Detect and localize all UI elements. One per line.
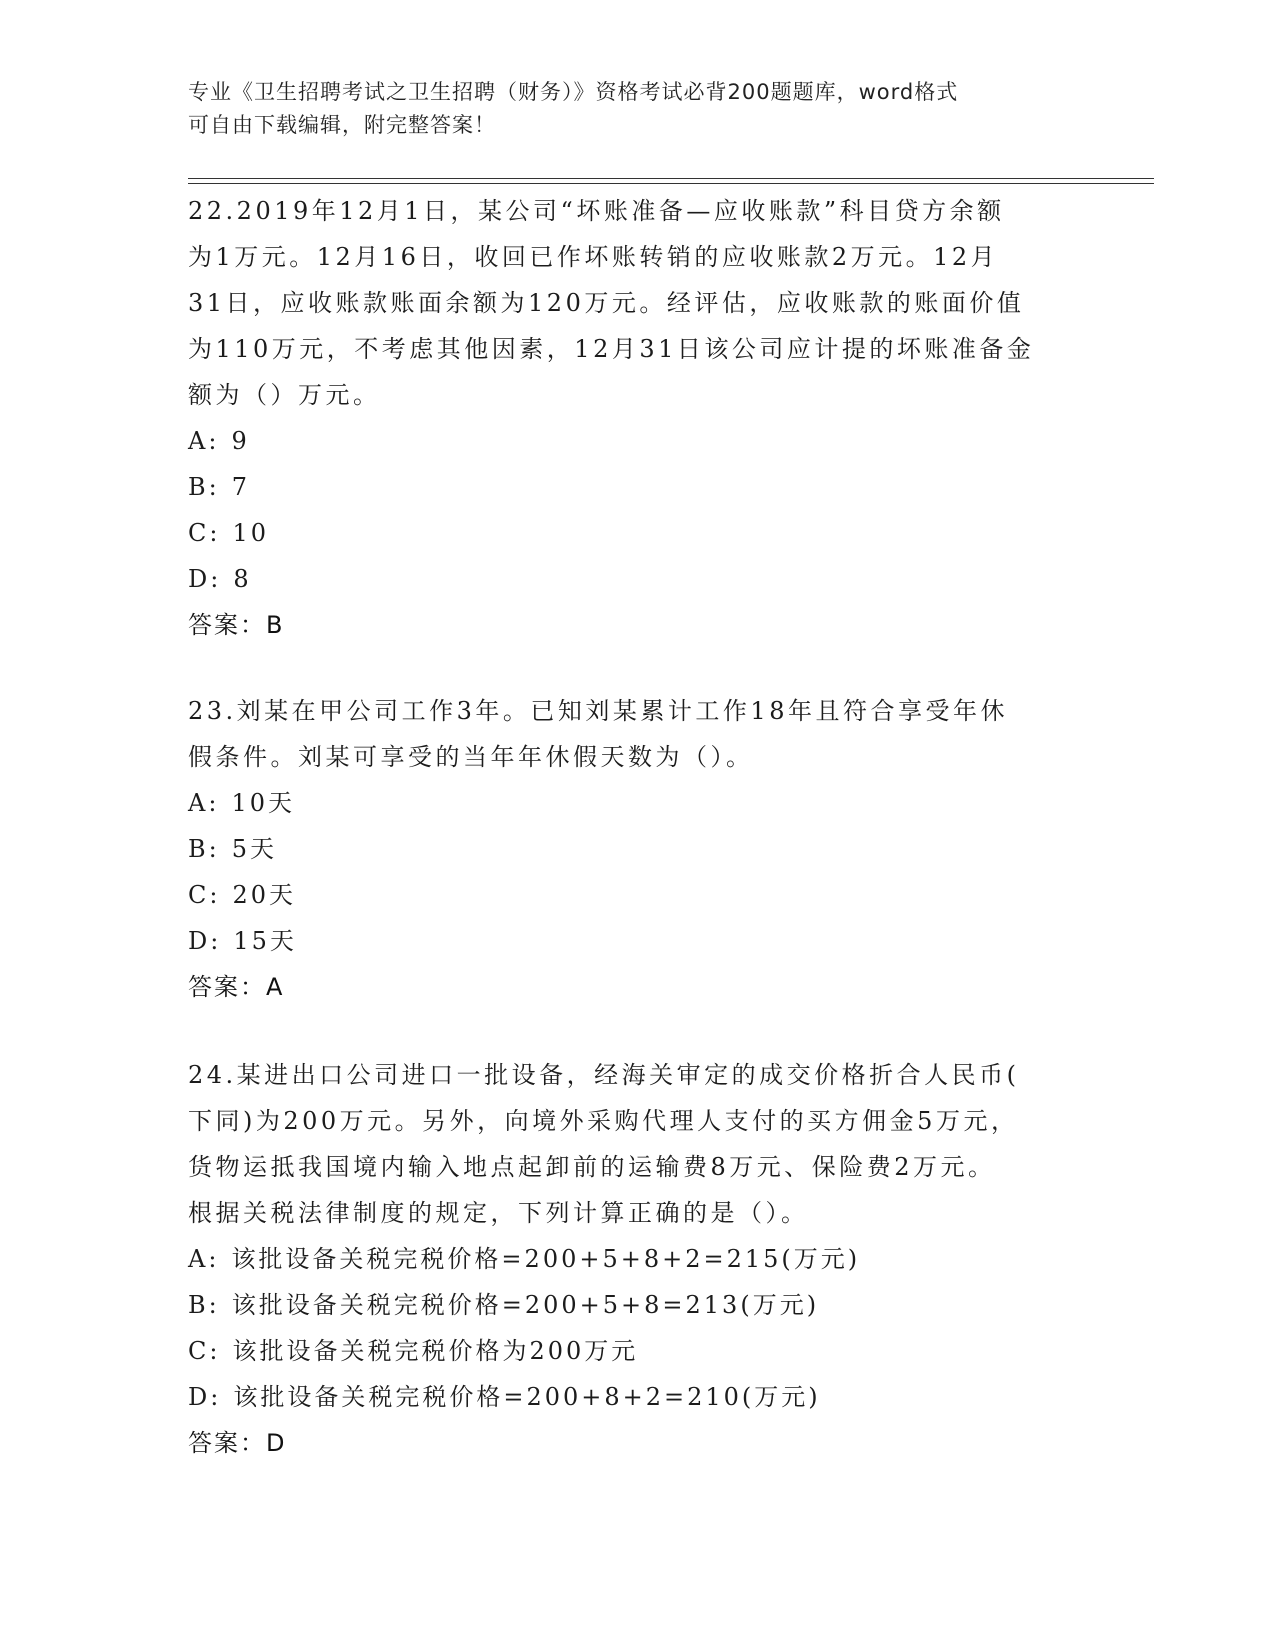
option-d: D: 15天: [188, 918, 1088, 964]
answer-line: [188, 1420, 1088, 1466]
option-letter: C: [188, 1337, 210, 1365]
option-letter: A: [188, 427, 209, 455]
option-letter: C: [188, 881, 210, 909]
option-letter: B: [188, 835, 209, 863]
option-c: C: 20天: [188, 872, 1088, 918]
option-letter: A: [188, 789, 209, 817]
option-text: 该批设备关税完税价格=200+8+2=210(万元): [233, 1383, 821, 1411]
answer-value: A: [266, 973, 285, 1001]
answer-line: [188, 964, 1088, 1010]
option-text: 该批设备关税完税价格为200万元: [232, 1337, 639, 1365]
question-text: 22.2019年12月1日，某公司“坏账准备—应收账款”科目贷方余额: [188, 197, 1005, 225]
question-text: 为1万元。12月16日，收回已作坏账转销的应收账款2万元。12月: [188, 243, 999, 271]
question-text: 额为（）万元。: [188, 381, 381, 409]
answer-label: 答案：: [188, 611, 266, 639]
option-d: D: 8: [188, 556, 1088, 602]
option-c: C: 该批设备关税完税价格为200万元: [188, 1328, 1088, 1374]
question-text: 假条件。刘某可享受的当年年休假天数为（）。: [188, 743, 754, 771]
option-text: 15天: [233, 927, 297, 955]
question-text: 24.某进出口公司进口一批设备，经海关审定的成交价格折合人民币(: [188, 1061, 1020, 1089]
answer-value: B: [266, 611, 285, 639]
option-text: 该批设备关税完税价格=200+5+8=213(万元): [231, 1291, 820, 1319]
option-text: 5天: [231, 835, 278, 863]
question-23: [188, 688, 1088, 1010]
header-divider: [188, 178, 1154, 179]
option-text: 20天: [232, 881, 297, 909]
header-line: 专业《卫生招聘考试之卫生招聘（财务）》资格考试必背200题题库，word格式: [188, 80, 959, 104]
option-b: B: 5天: [188, 826, 1088, 872]
question-text: 为110万元，不考虑其他因素，12月31日该公司应计提的坏账准备金: [188, 335, 1035, 363]
option-letter: C: [188, 519, 210, 547]
option-letter: D: [188, 1383, 211, 1411]
option-b: B: 7: [188, 464, 1088, 510]
option-letter: B: [188, 473, 209, 501]
question-22: [188, 188, 1088, 648]
option-letter: D: [188, 927, 211, 955]
answer-value: D: [266, 1429, 287, 1457]
option-a: A: 10天: [188, 780, 1088, 826]
option-d: D: 该批设备关税完税价格=200+8+2=210(万元): [188, 1374, 1088, 1420]
option-letter: B: [188, 1291, 209, 1319]
document-header: [188, 76, 1088, 142]
header-divider: [188, 183, 1154, 184]
answer-line: [188, 602, 1088, 648]
option-text: 10天: [231, 789, 295, 817]
option-letter: A: [188, 1245, 209, 1273]
option-text: 7: [231, 473, 251, 501]
question-text: 下同)为200万元。另外，向境外采购代理人支付的买方佣金5万元，: [188, 1107, 1019, 1135]
option-c: C: 10: [188, 510, 1088, 556]
question-text: 根据关税法律制度的规定，下列计算正确的是（）。: [188, 1199, 809, 1227]
option-text: 10: [232, 519, 270, 547]
option-text: 该批设备关税完税价格=200+5+8+2=215(万元): [231, 1245, 861, 1273]
header-line: 可自由下载编辑，附完整答案！: [188, 113, 496, 137]
option-text: 9: [231, 427, 250, 455]
question-text: 31日，应收账款账面余额为120万元。经评估，应收账款的账面价值: [188, 289, 1025, 317]
answer-label: 答案：: [188, 1429, 266, 1457]
option-text: 8: [233, 565, 252, 593]
option-b: B: 该批设备关税完税价格=200+5+8=213(万元): [188, 1282, 1088, 1328]
answer-label: 答案：: [188, 973, 266, 1001]
option-a: A: 9: [188, 418, 1088, 464]
question-24: [188, 1052, 1088, 1466]
question-text: 23.刘某在甲公司工作3年。已知刘某累计工作18年且符合享受年休: [188, 697, 1008, 725]
option-letter: D: [188, 565, 211, 593]
question-text: 货物运抵我国境内输入地点起卸前的运输费8万元、保险费2万元。: [188, 1153, 996, 1181]
option-a: A: 该批设备关税完税价格=200+5+8+2=215(万元): [188, 1236, 1088, 1282]
